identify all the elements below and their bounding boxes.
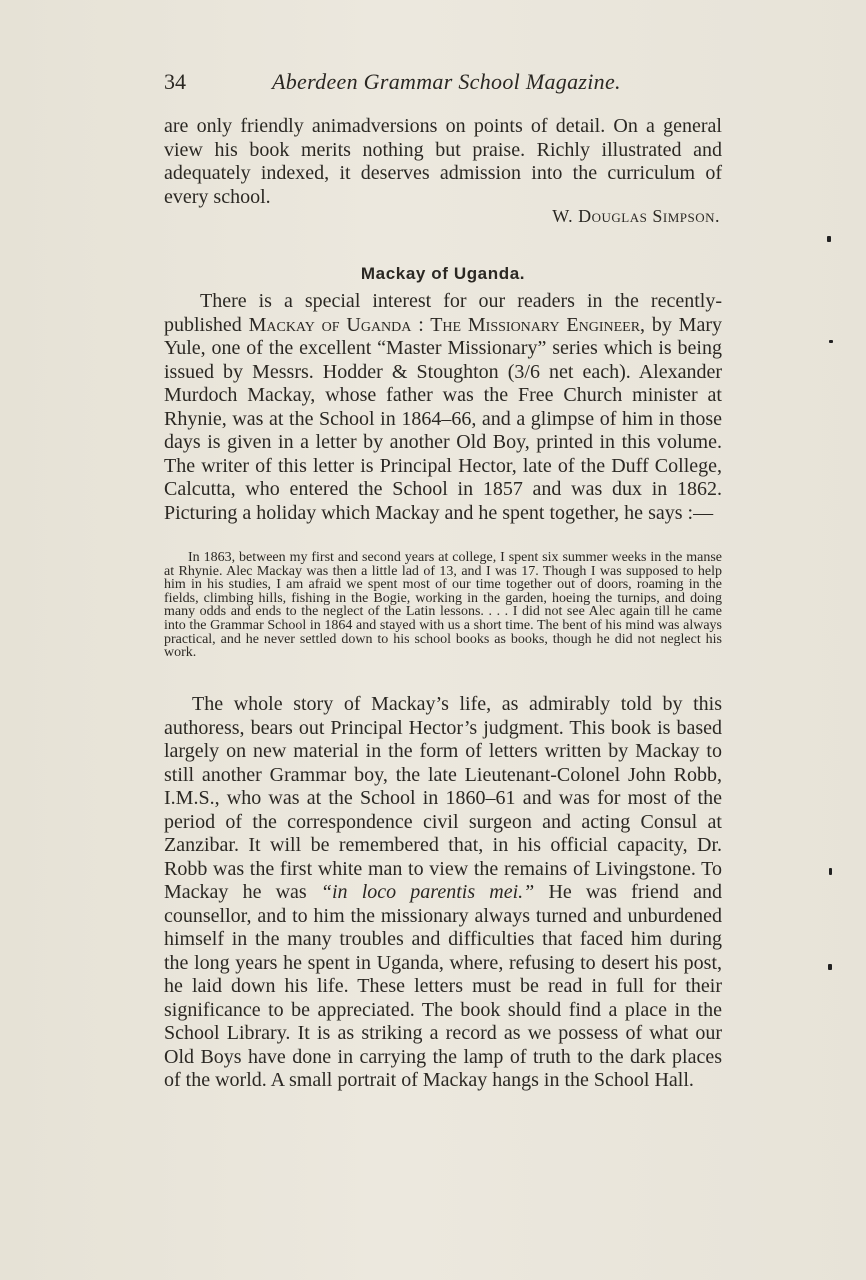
paragraph-2-part1: The whole story of Mackay’s life, as admirably told by this authoress, bears out Principal Hector’s judgment. This book is based largely on new material in the form of letters written by Mackay to still another Grammar boy, the late Lieutenant-Colonel John Robb, I.M.S., who was at the School in 1860–61 and was for most of the period of the correspondence civil surgeon and acting Consul at Zanzibar. It will be remembered that, in his official capacity, Dr. Robb was the first white man to view the remains of Livingstone. To Mackay he was — [164, 693, 722, 903]
intro-paragraph — [164, 115, 722, 209]
paragraph-2 — [164, 693, 722, 1093]
signature-text: W. Douglas Simpson. — [552, 206, 720, 226]
paragraph-2-text — [164, 693, 722, 1093]
quote-text: In 1863, between my first and second years at college, I spent six summer weeks in the manse at Rhynie. Alec Mackay was then a little lad of 13, and I was 17. Though I was supposed to help him in his studies, I am afraid we spent most of our time together out of doors, roaming in the fields, climbing hills, fishing in the Bogie, working in the garden, hoeing the turnips, and doing many odds and ends to the neglect of the Latin lessons. . . . I did not see Alec again till he came into the Grammar School in 1864 and stayed with us a short time. The bent of his mind was always practical, and he never settled down to his school books as books, though he did not neglect his work. — [164, 550, 722, 661]
paragraph-1-part2: by Mary Yule, one of the excellent “Master Missionary” series which is being issued by Messrs. Hodder & Stoughton (3/6 net each). Alexander Murdoch Mackay, whose father was the Free Church minister at Rhynie, was at the School in 1864–66, and a glimpse of him in those days is given in a letter by another Old Boy, printed in this volume. The writer of this letter is Principal Hector, late of the Duff College, Calcutta, who entered the School in 1857 and was dux in 1862. Picturing a holiday which Mackay and he spent together, he says :— — [164, 313, 722, 524]
paragraph-1-part1: There is a special interest for our readers in the recently-published — [164, 290, 722, 336]
margin-speck — [829, 340, 833, 343]
paragraph-2-part2: He was friend and counsellor, and to him the missionary always turned and unburdened himself in the many troubles and difficulties that faced him during the long years he spent in Uganda, where, refusing to desert his post, he laid down his life. These letters must be read in full for their significance to be appreciated. The book should find a place in the School Library. It is as striking a record as we possess of what our Old Boys have done in carrying the lamp of truth to the dark places of the world. A small portrait of Mackay hangs in the School Hall. — [164, 881, 722, 1091]
intro-text: are only friendly animadversions on points of detail. On a general view his book merits nothing but praise. Richly illustrated and adequately indexed, it deserves admission into the curriculum of every school. — [164, 115, 722, 208]
author-signature — [552, 206, 720, 227]
margin-speck — [829, 868, 832, 875]
paragraph-1 — [164, 290, 722, 525]
margin-speck — [828, 964, 832, 970]
latin-phrase: “in loco parentis mei.” — [320, 881, 535, 903]
quoted-letter — [164, 551, 722, 660]
journal-title: Aberdeen Grammar School Magazine. — [272, 69, 621, 94]
book-title: Mackay of Uganda : The Missionary Engineer, — [248, 313, 646, 336]
page-number: 34 — [164, 69, 186, 94]
section-heading: Mackay of Uganda. — [360, 264, 526, 283]
margin-speck — [827, 236, 831, 242]
paragraph-1-text — [164, 290, 722, 525]
